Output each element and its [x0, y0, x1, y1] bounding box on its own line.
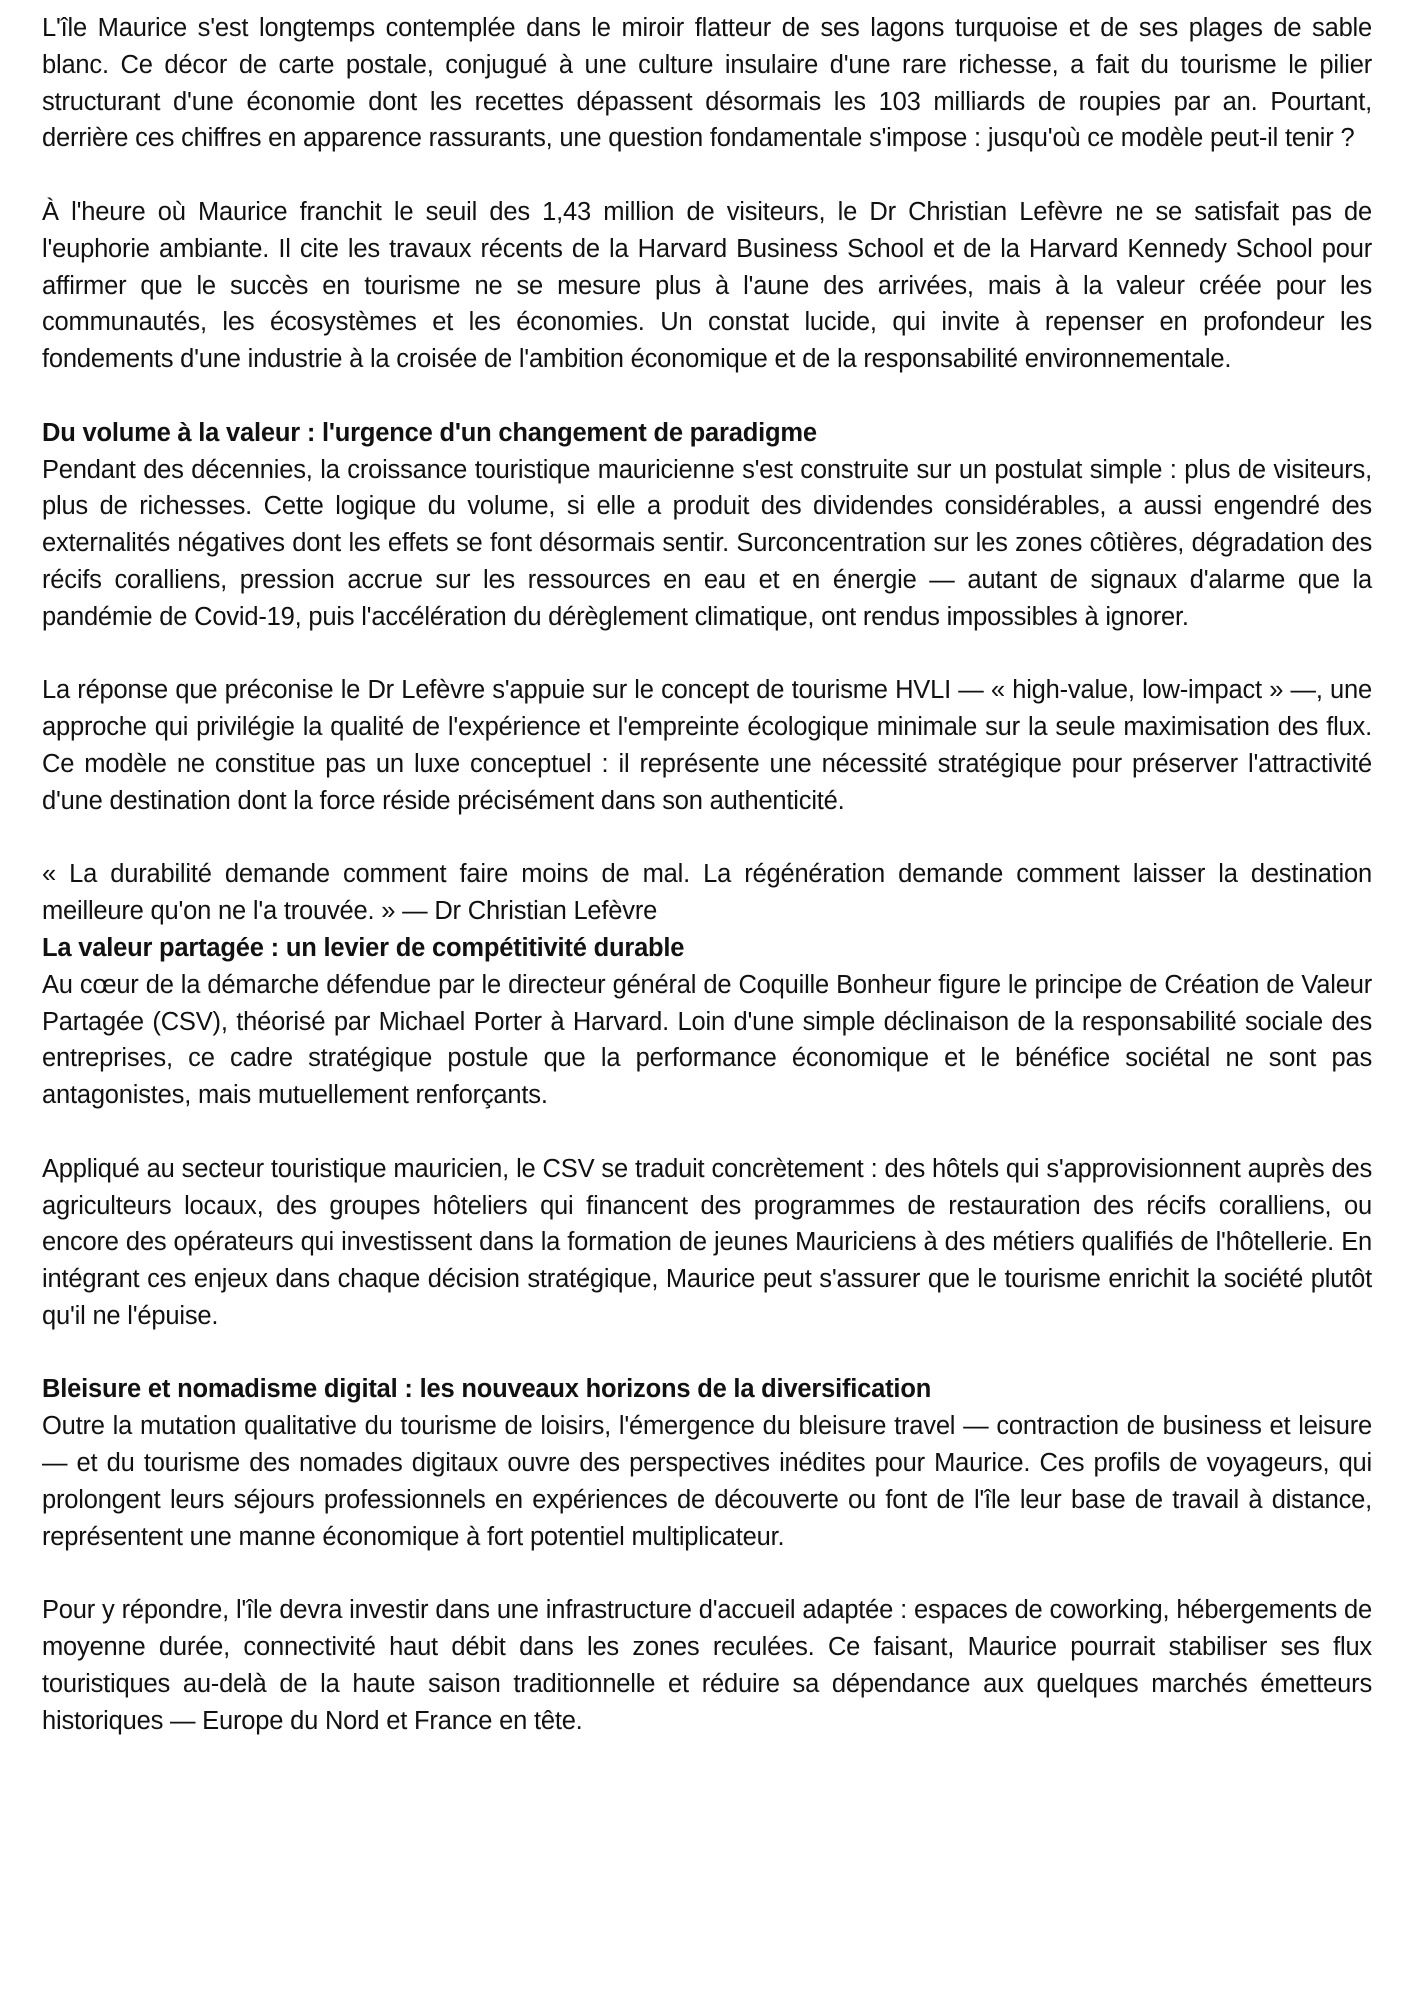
section3-paragraph-2: Pour y répondre, l'île devra investir dans une infrastructure d'accueil adaptée : espaces de coworking, hébergements de moyenne durée, connectivité haut débit dans les zones reculées. Ce faisant, Maurice pourrait stabiliser ses flux touristiques au-delà de la haute saison traditionnelle et réduire sa dépendance aux quelques marchés émetteurs historiques — Europe du Nord et France en tête.: [42, 1596, 1372, 1735]
paragraph-spacer: [42, 378, 1372, 415]
section1-paragraph-2: La réponse que préconise le Dr Lefèvre s'appuie sur le concept de tourisme HVLI — « high-value, low-impact » —, une approche qui privilégie la qualité de l'expérience et l'empreinte écologique minimale sur la seule maximisation des flux. Ce modèle ne constitue pas un luxe conceptuel : il représente une nécessité stratégique pour préserver l'attractivité d'une destination dont la force réside précisément dans son authenticité.: [42, 676, 1372, 815]
article-body: [42, 10, 1372, 1739]
intro-paragraph-1: L'île Maurice s'est longtemps contemplée dans le miroir flatteur de ses lagons turquoise et de ses plages de sable blanc. Ce décor de carte postale, conjugué à une culture insulaire d'une rare richesse, a fait du tourisme le pilier structurant d'une économie dont les recettes dépassent désormais les 103 milliards de roupies par an. Pourtant, derrière ces chiffres en apparence rassurants, une question fondamentale s'impose : jusqu'où ce modèle peut-il tenir ?: [42, 14, 1372, 153]
section3-paragraph-1: Outre la mutation qualitative du tourisme de loisirs, l'émergence du bleisure travel — contraction de business et leisure — et du tourisme des nomades digitaux ouvre des perspectives inédites pour Maurice. Ces profils de voyageurs, qui prolongent leurs séjours professionnels en expériences de découverte ou font de l'île leur base de travail à distance, représentent une manne économique à fort potentiel multiplicateur.: [42, 1412, 1372, 1551]
section2-paragraph-1: Au cœur de la démarche défendue par le directeur général de Coquille Bonheur figure le principe de Création de Valeur Partagée (CSV), théorisé par Michael Porter à Harvard. Loin d'une simple déclinaison de la responsabilité sociale des entreprises, ce cadre stratégique postule que la performance économique et le bénéfice sociétal ne sont pas antagonistes, mais mutuellement renforçants.: [42, 970, 1372, 1110]
section-heading-shared-value: La valeur partagée : un levier de compétitivité durable: [42, 933, 685, 962]
paragraph-spacer: [42, 820, 1372, 857]
paragraph-spacer: [42, 1555, 1372, 1592]
pull-quote: « La durabilité demande comment faire moins de mal. La régénération demande comment laisser la destination meilleure qu'on ne l'a trouvée. » — Dr Christian Lefèvre: [42, 860, 1372, 926]
paragraph-spacer: [42, 1114, 1372, 1151]
paragraph-spacer: [42, 1335, 1372, 1372]
paragraph-spacer: [42, 157, 1372, 194]
section-heading-bleisure: Bleisure et nomadisme digital : les nouveaux horizons de la diversification: [42, 1375, 932, 1404]
intro-paragraph-2: À l'heure où Maurice franchit le seuil des 1,43 million de visiteurs, le Dr Christian Lefèvre ne se satisfait pas de l'euphorie ambiante. Il cite les travaux récents de la Harvard Business School et de la Harvard Kennedy School pour affirmer que le succès en tourisme ne se mesure plus à l'aune des arrivées, mais à la valeur créée pour les communautés, les écosystèmes et les économies. Un constat lucide, qui invite à repenser en profondeur les fondements d'une industrie à la croisée de l'ambition économique et de la responsabilité environnementale.: [42, 197, 1372, 374]
section-heading-volume-to-value: Du volume à la valeur : l'urgence d'un changement de paradigme: [42, 418, 817, 447]
section1-paragraph-1: Pendant des décennies, la croissance touristique mauricienne s'est construite sur un postulat simple : plus de visiteurs, plus de richesses. Cette logique du volume, si elle a produit des dividendes considérables, a aussi engendré des externalités négatives dont les effets se font désormais sentir. Surconcentration sur les zones côtières, dégradation des récifs coralliens, pression accrue sur les ressources en eau et en énergie — autant de signaux d'alarme que la pandémie de Covid-19, puis l'accélération du dérèglement climatique, ont rendus impossibles à ignorer.: [42, 455, 1372, 631]
paragraph-spacer: [42, 636, 1372, 673]
section2-paragraph-2: Appliqué au secteur touristique mauricien, le CSV se traduit concrètement : des hôtels qui s'approvisionnent auprès des agriculteurs locaux, des groupes hôteliers qui financent des programmes de restauration des récifs coralliens, ou encore des opérateurs qui investissent dans la formation de jeunes Mauriciens à des métiers qualifiés de l'hôtellerie. En intégrant ces enjeux dans chaque décision stratégique, Maurice peut s'assurer que le tourisme enrichit la société plutôt qu'il ne l'épuise.: [42, 1154, 1372, 1330]
